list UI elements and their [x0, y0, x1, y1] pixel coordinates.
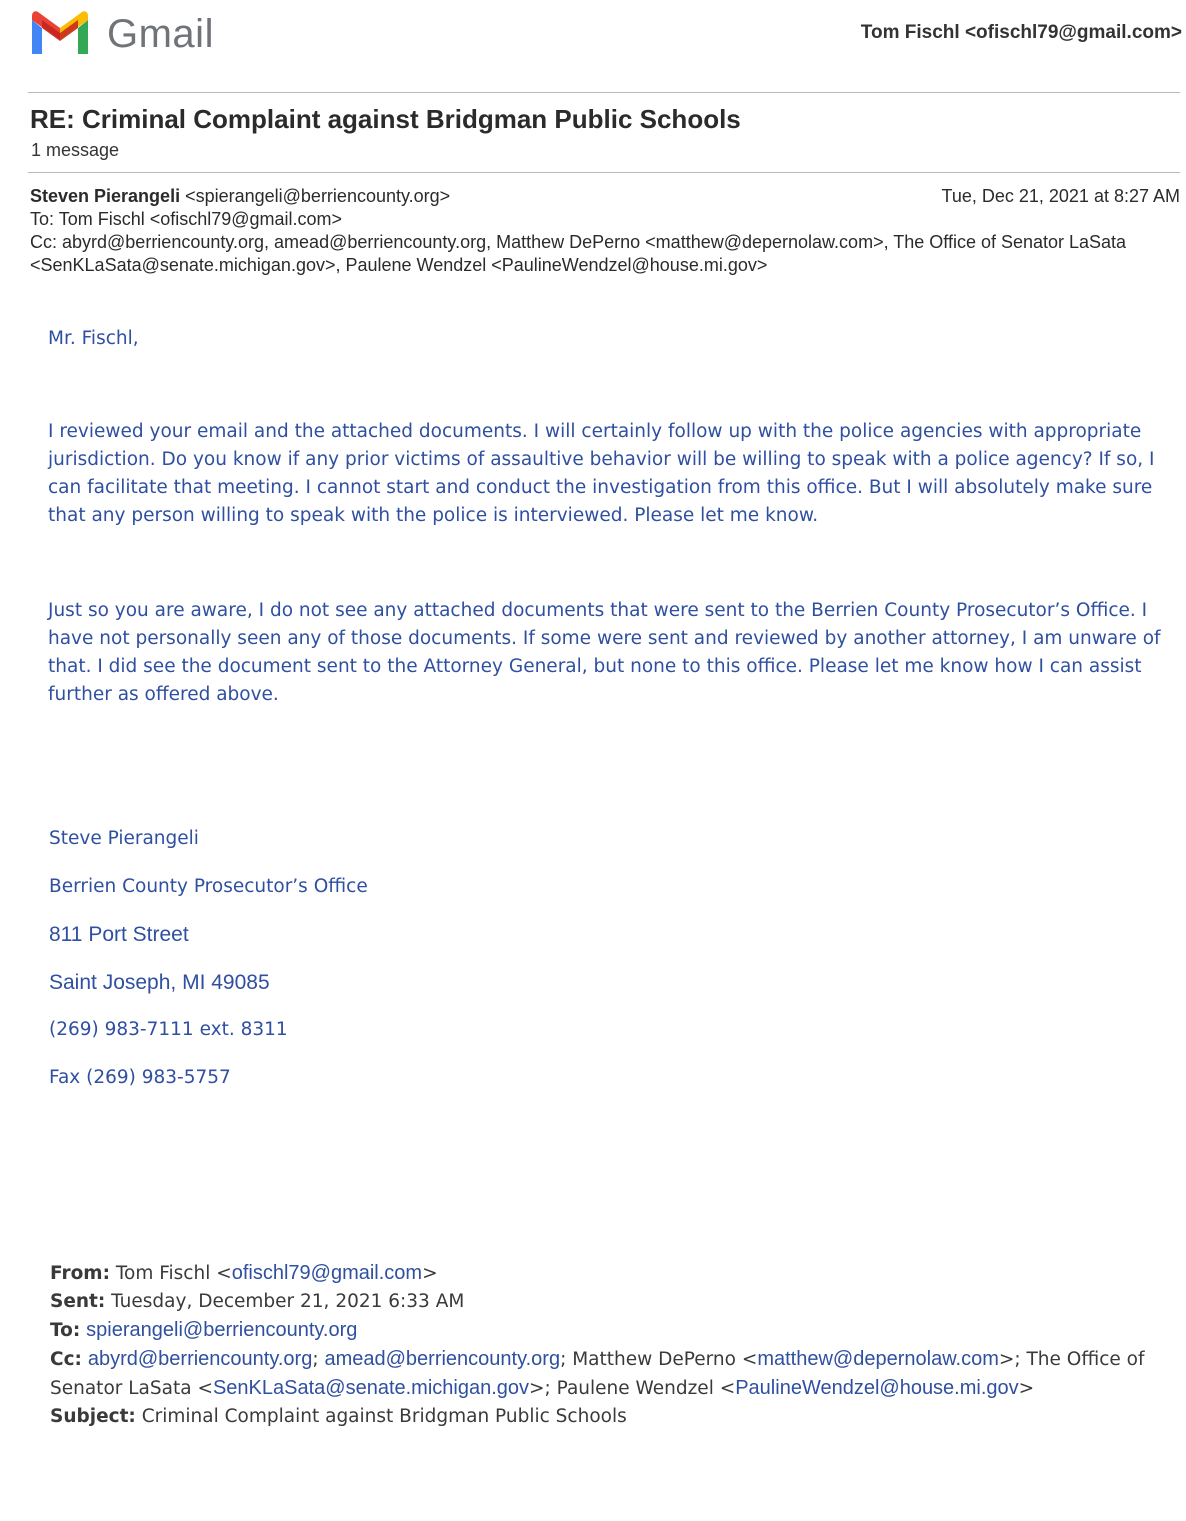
quoted-sent-line — [50, 1288, 1175, 1316]
greeting: Mr. Fischl, — [48, 328, 139, 349]
message-count: 1 message — [31, 140, 120, 160]
signature-fax: Fax (269) 983-5757 — [49, 1067, 231, 1088]
to-line: To: Tom Fischl <ofischl79@gmail.com> — [30, 209, 343, 229]
signature-city: Saint Joseph, MI 49085 — [49, 971, 270, 994]
quoted-sent-value: Tuesday, December 21, 2021 6:33 AM — [105, 1291, 465, 1312]
gmail-logo-icon — [28, 8, 92, 56]
quoted-cc-text-2: >; The Office of Senator LaSata < — [50, 1349, 1145, 1399]
quoted-cc-email-3-link[interactable]: matthew@depernolaw.com — [757, 1348, 999, 1370]
quoted-to-label: To: — [50, 1320, 81, 1341]
signature-street: 811 Port Street — [49, 923, 189, 946]
quoted-from-email-link[interactable]: ofischl79@gmail.com — [231, 1262, 423, 1284]
subject-divider — [28, 172, 1180, 173]
sender-email: <spierangeli@berriencounty.org> — [180, 186, 451, 206]
sender-name: Steven Pierangeli — [30, 186, 181, 206]
quoted-subject-label: Subject: — [50, 1406, 136, 1427]
quoted-from-close: > — [422, 1263, 438, 1284]
signature-phone: (269) 983-7111 ext. 8311 — [49, 1019, 288, 1040]
gmail-wordmark: Gmail — [107, 12, 214, 56]
quoted-cc-text-4: > — [1018, 1378, 1035, 1399]
quoted-cc-text-3: >; Paulene Wendzel < — [529, 1378, 736, 1399]
body-paragraph-1: I reviewed your email and the attached documents. I will certainly follow up with the police agencies with appropriate jurisdiction. Do you know if any prior victims of assaultive behavior will be willing to speak with a police agency? If so, I can facilitate that meeting. I cannot start and conduct the investigation from this office. But I will absolutely make sure that any person willing to speak with the police is interviewed. Please let me know. — [48, 421, 1155, 526]
message-date: Tue, Dec 21, 2021 at 8:27 AM — [941, 186, 1180, 206]
quoted-cc-separator: ; — [312, 1349, 325, 1370]
quoted-from-name: Tom Fischl < — [109, 1263, 232, 1284]
quoted-from-label: From: — [50, 1263, 110, 1284]
quoted-cc-email-5-link[interactable]: PaulineWendzel@house.mi.gov — [735, 1377, 1019, 1399]
quoted-from-line — [50, 1259, 1175, 1288]
quoted-cc-line — [50, 1345, 1175, 1403]
quoted-to-line — [50, 1316, 1175, 1345]
quoted-cc-text-1: ; Matthew DePerno < — [560, 1349, 758, 1370]
quoted-sent-label: Sent: — [50, 1291, 106, 1312]
account-label: Tom Fischl <ofischl79@gmail.com> — [860, 22, 1182, 43]
signature-name: Steve Pierangeli — [49, 828, 199, 849]
quoted-cc-label: Cc: — [50, 1349, 82, 1370]
body-paragraph-2: Just so you are aware, I do not see any attached documents that were sent to the Berrien County Prosecutor’s Office. I have not personally seen any of those documents. If some were sent and reviewed by another attorney, I am unware of that. I did see the document sent to the Attorney General, but none to this office. Please let me know how I can assist further as offered above. — [48, 600, 1161, 705]
quoted-subject-value: Criminal Complaint against Bridgman Public Schools — [135, 1406, 627, 1427]
quoted-subject-line — [50, 1403, 1175, 1431]
signature-office: Berrien County Prosecutor’s Office — [49, 876, 368, 897]
message-header — [30, 185, 1180, 277]
quoted-to-email-link[interactable]: spierangeli@berriencounty.org — [86, 1319, 358, 1341]
cc-line: Cc: abyrd@berriencounty.org, amead@berriencounty.org, Matthew DePerno <matthew@depernolaw.com>, The Office of Senator LaSata <SenKLaSata@senate.michigan.gov>, Paulene Wendzel <PaulineWendzel@house.mi.gov> — [30, 232, 1127, 275]
quoted-cc-email-1-link[interactable]: abyrd@berriencounty.org — [87, 1348, 313, 1370]
quoted-cc-email-4-link[interactable]: SenKLaSata@senate.michigan.gov — [212, 1377, 530, 1399]
thread-subject: RE: Criminal Complaint against Bridgman Public Schools — [30, 104, 741, 134]
quoted-cc-email-2-link[interactable]: amead@berriencounty.org — [324, 1348, 561, 1370]
quoted-original-header — [50, 1259, 1175, 1431]
header-divider — [28, 92, 1180, 93]
